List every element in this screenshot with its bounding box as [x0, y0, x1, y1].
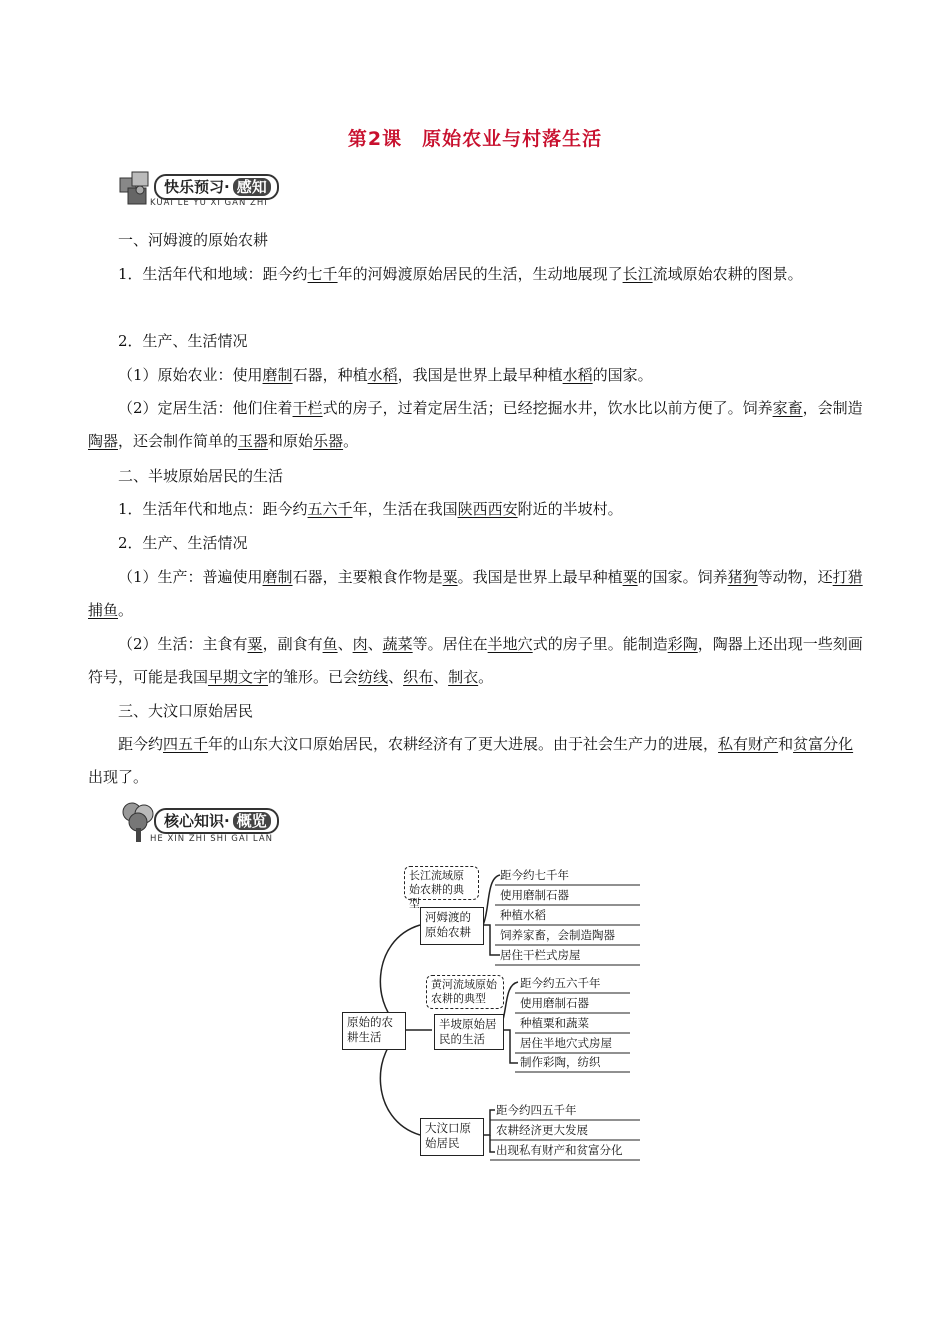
banner-pinyin: HE XIN ZHI SHI GAI LAN [150, 834, 273, 844]
section-banner-overview [118, 800, 348, 844]
mindmap-leaf: 农耕经济更大发展 [496, 1123, 588, 1137]
page-title: 第2课 原始农业与村落生活 [347, 128, 603, 150]
mindmap-branch: 大汶口原始居民 [420, 1118, 484, 1156]
paragraph: （2）定居生活：他们住着干栏式的房子，过着定居生活；已经挖掘水井，饮水比以前方便了。饲养家畜，会制造陶器，还会制作简单的玉器和原始乐器。 [88, 399, 863, 450]
mindmap-leaf: 制作彩陶，纺织 [520, 1055, 601, 1069]
mindmap-leaf: 居住半地穴式房屋 [520, 1036, 612, 1050]
banner-label: 核心知识· 概览 [154, 808, 279, 834]
mindmap-leaf: 居住干栏式房屋 [500, 948, 581, 962]
paragraph: （1）原始农业：使用磨制石器，种植水稻，我国是世界上最早种植水稻的国家。 [118, 366, 653, 384]
mindmap-leaf: 使用磨制石器 [500, 888, 569, 902]
paragraph: （2）生活：主食有粟，副食有鱼、肉、蔬菜等。居住在半地穴式的房子里。能制造彩陶，陶器上还出现一些刻画符号，可能是我国早期文字的雏形。已会纺线、织布、制衣。 [88, 635, 863, 686]
mindmap-root: 原始的农耕生活 [342, 1012, 406, 1050]
mindmap-leaf: 种植粟和蔬菜 [520, 1016, 589, 1030]
mindmap-branch: 半坡原始居民的生活 [434, 1014, 504, 1050]
paragraph: 1．生活年代和地域：距今约七千年的河姆渡原始居民的生活，生动地展现了长江流域原始农耕的图景。 [118, 265, 803, 283]
mindmap-note: 黄河流域原始农耕的典型 [426, 975, 504, 1009]
mindmap-leaf: 距今约四五千年 [496, 1103, 577, 1117]
mindmap-note: 长江流域原始农耕的典型 [404, 866, 479, 900]
banner-pinyin: KUAI LE YU XI GAN ZHI [150, 198, 268, 208]
mindmap-leaf: 饲养家畜，会制造陶器 [500, 928, 615, 942]
mindmap-leaf: 出现私有财产和贫富分化 [496, 1143, 623, 1157]
section-heading-2: 二、半坡原始居民的生活 [118, 467, 284, 485]
mindmap-leaf: 距今约七千年 [500, 868, 569, 882]
banner-label: 快乐预习· 感知 [154, 174, 279, 200]
section-heading-1: 一、河姆渡的原始农耕 [118, 231, 269, 249]
paragraph: 1．生活年代和地点：距今约五六千年，生活在我国陕西西安附近的半坡村。 [118, 500, 623, 518]
section-banner-preview [118, 170, 348, 214]
mindmap-leaf: 使用磨制石器 [520, 996, 589, 1010]
paragraph: 2．生产、生活情况 [118, 534, 248, 552]
mindmap-leaf: 种植水稻 [500, 908, 546, 922]
paragraph: 2．生产、生活情况 [118, 332, 248, 350]
mindmap-branch: 河姆渡的原始农耕 [420, 907, 484, 945]
paragraph: （1）生产：普遍使用磨制石器，主要粮食作物是粟。我国是世界上最早种植粟的国家。饲养猪狗等动物，还打猎捕鱼。 [88, 568, 863, 619]
section-heading-3: 三、大汶口原始居民 [118, 702, 254, 720]
paragraph: 距今约四五千年的山东大汶口原始居民，农耕经济有了更大进展。由于社会生产力的进展，私有财产和贫富分化出现了。 [88, 735, 854, 786]
mindmap-leaf: 距今约五六千年 [520, 976, 601, 990]
